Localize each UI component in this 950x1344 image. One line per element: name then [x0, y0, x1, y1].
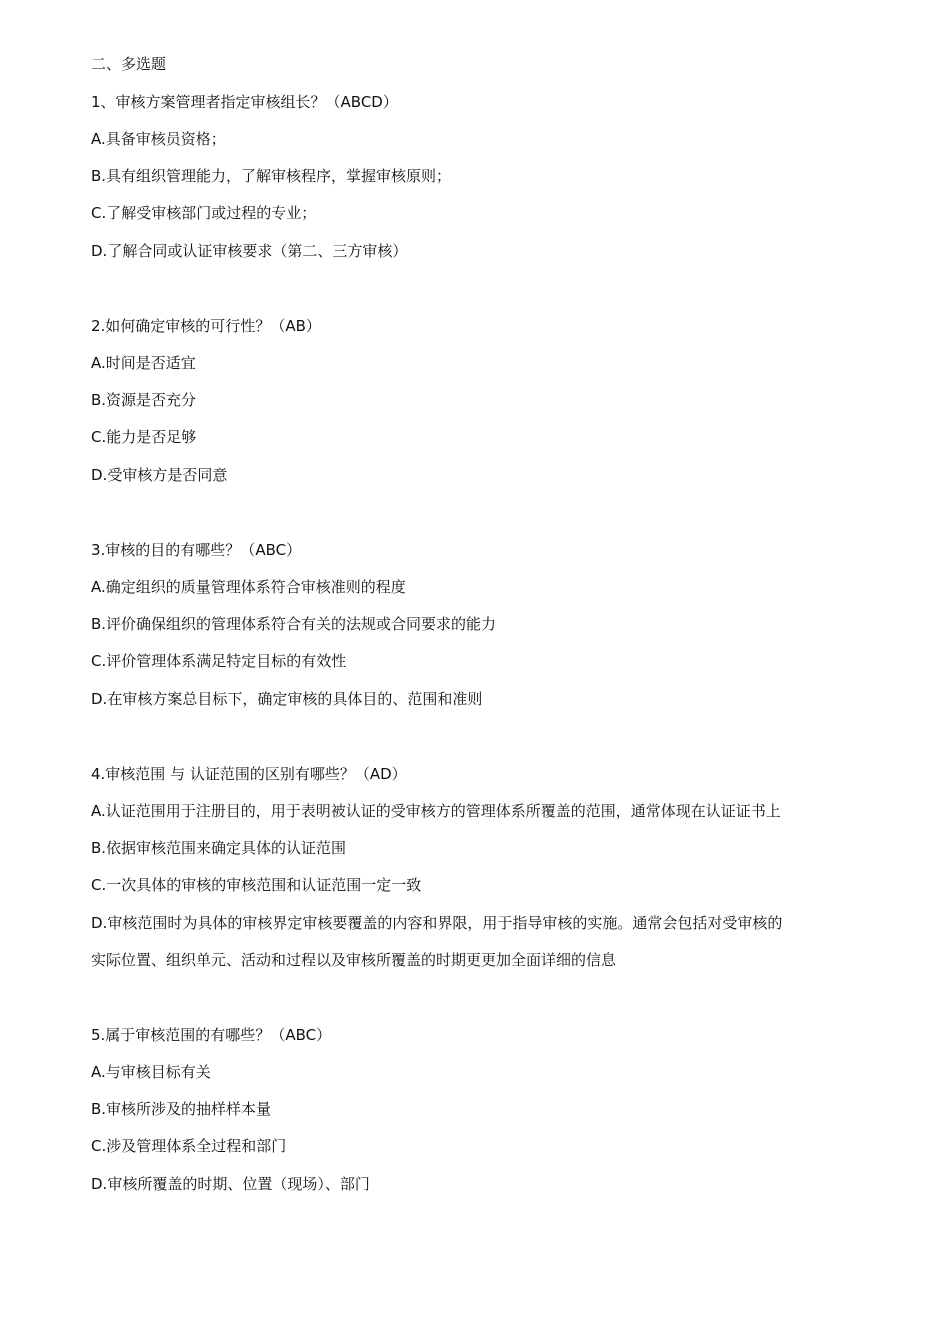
question-4-stem: 4.审核范围 与 认证范围的区别有哪些？（AD） — [91, 765, 407, 783]
question-1-stem: 1、审核方案管理者指定审核组长？（ABCD） — [91, 93, 398, 111]
question-1-option-c: C.了解受审核部门或过程的专业； — [91, 204, 317, 222]
question-5-option-c: C.涉及管理体系全过程和部门 — [91, 1137, 287, 1155]
question-4-option-a: A.认证范围用于注册目的，用于表明被认证的受审核方的管理体系所覆盖的范围，通常体现在认证证书上 — [91, 802, 781, 820]
question-5-stem: 5.属于审核范围的有哪些？（ABC） — [91, 1026, 332, 1044]
question-4-option-b: B.依据审核范围来确定具体的认证范围 — [91, 839, 347, 857]
question-4-option-d: D.审核范围时为具体的审核界定审核要覆盖的内容和界限，用于指导审核的实施。通常会包括对受审核的 — [91, 914, 783, 932]
question-5-option-b: B.审核所涉及的抽样样本量 — [91, 1100, 272, 1118]
question-3-option-c: C.评价管理体系满足特定目标的有效性 — [91, 652, 347, 670]
question-2-option-a: A.时间是否适宜 — [91, 354, 196, 372]
question-1-option-d: D.了解合同或认证审核要求（第二、三方审核） — [91, 242, 408, 260]
question-2-option-b: B.资源是否充分 — [91, 391, 197, 409]
question-3-option-a: A.确定组织的质量管理体系符合审核准则的程度 — [91, 578, 406, 596]
question-5-option-a: A.与审核目标有关 — [91, 1063, 211, 1081]
question-1-option-b: B.具有组织管理能力，了解审核程序，掌握审核原则； — [91, 167, 452, 185]
question-3-stem: 3.审核的目的有哪些？（ABC） — [91, 541, 302, 559]
question-3-option-d: D.在审核方案总目标下，确定审核的具体目的、范围和准则 — [91, 690, 483, 708]
question-2-option-c: C.能力是否足够 — [91, 428, 197, 446]
question-4-option-d-continued: 实际位置、组织单元、活动和过程以及审核所覆盖的时期更更加全面详细的信息 — [91, 951, 617, 969]
question-2-option-d: D.受审核方是否同意 — [91, 466, 228, 484]
question-2-stem: 2.如何确定审核的可行性？（AB） — [91, 317, 321, 335]
section-title: 二、多选题 — [91, 55, 167, 73]
question-5-option-d: D.审核所覆盖的时期、位置（现场）、部门 — [91, 1175, 370, 1193]
question-4-option-c: C.一次具体的审核的审核范围和认证范围一定一致 — [91, 876, 422, 894]
question-1-option-a: A.具备审核员资格； — [91, 130, 226, 148]
question-3-option-b: B.评价确保组织的管理体系符合有关的法规或合同要求的能力 — [91, 615, 497, 633]
